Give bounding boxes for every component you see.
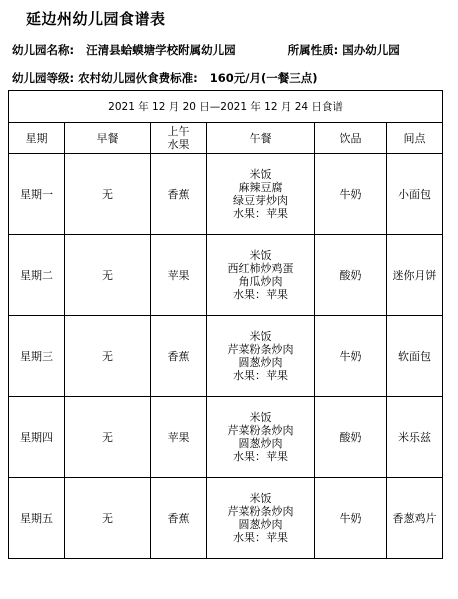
lunch-item: 芹菜粉条炒肉: [227, 505, 294, 518]
breakfast-cell: 无: [65, 397, 151, 478]
header-snack: 间点: [387, 123, 443, 154]
breakfast-cell: 无: [65, 478, 151, 559]
lunch-item: 圆葱炒肉: [238, 518, 283, 531]
drink-cell: 酸奶: [315, 235, 387, 316]
grade-value: 农村幼儿园伙食费标准:: [78, 71, 198, 85]
date-range-row: [9, 91, 443, 123]
header-fruit-line1: 上午: [167, 125, 190, 138]
lunch-item: 米饭: [249, 492, 272, 505]
breakfast-cell: 无: [65, 316, 151, 397]
table-row: [9, 316, 443, 397]
table-row: [9, 154, 443, 235]
snack-cell: 米乐兹: [387, 397, 443, 478]
kindergarten-name-label: 幼儿园名称:: [12, 43, 75, 57]
header-fruit-line2: 水果: [167, 138, 190, 151]
fee-value: 160元/月(一餐三点): [209, 71, 318, 85]
ownership-label: 所属性质:: [287, 43, 339, 57]
lunch-cell: [207, 154, 315, 235]
kindergarten-name-value: 汪清县蛤蟆塘学校附属幼儿园: [86, 43, 236, 57]
lunch-item: 水果：苹果: [233, 531, 288, 544]
lunch-item: 角瓜炒肉: [238, 275, 283, 288]
lunch-item: 米饭: [249, 249, 272, 262]
date-range-text: 2021 年 12 月 20 日—2021 年 12 月 24 日食谱: [108, 100, 343, 113]
grade-label: 幼儿园等级:: [12, 71, 75, 85]
header-lunch: 午餐: [207, 123, 315, 154]
lunch-item: 水果：苹果: [233, 288, 288, 301]
day-cell: 星期二: [9, 235, 65, 316]
lunch-item: 圆葱炒肉: [238, 356, 283, 369]
fruit-cell: 香蕉: [151, 154, 207, 235]
table-row: [9, 397, 443, 478]
lunch-item: 水果：苹果: [233, 369, 288, 382]
info-line-kindergarten: [12, 42, 400, 58]
lunch-item: 水果：苹果: [233, 450, 288, 463]
lunch-item: 圆葱炒肉: [238, 437, 283, 450]
drink-cell: 牛奶: [315, 478, 387, 559]
snack-cell: 小面包: [387, 154, 443, 235]
snack-cell: 香葱鸡片: [387, 478, 443, 559]
header-breakfast: 早餐: [65, 123, 151, 154]
header-drink: 饮品: [315, 123, 387, 154]
date-range-cell: [9, 91, 443, 123]
table-row: [9, 478, 443, 559]
lunch-cell: [207, 316, 315, 397]
day-cell: 星期三: [9, 316, 65, 397]
drink-cell: 牛奶: [315, 316, 387, 397]
lunch-item: 绿豆芽炒肉: [233, 194, 288, 207]
fruit-cell: 苹果: [151, 397, 207, 478]
fruit-cell: 苹果: [151, 235, 207, 316]
breakfast-cell: 无: [65, 154, 151, 235]
drink-cell: 牛奶: [315, 154, 387, 235]
lunch-item: 米饭: [249, 168, 272, 181]
drink-cell: 酸奶: [315, 397, 387, 478]
header-day: 星期: [9, 123, 65, 154]
fruit-cell: 香蕉: [151, 478, 207, 559]
fruit-cell: 香蕉: [151, 316, 207, 397]
header-morning-fruit: [151, 123, 207, 154]
menu-table: [8, 90, 443, 559]
lunch-item: 米饭: [249, 330, 272, 343]
lunch-item: 芹菜粉条炒肉: [227, 343, 294, 356]
day-cell: 星期五: [9, 478, 65, 559]
info-line-grade: [12, 70, 317, 86]
lunch-item: 水果：苹果: [233, 207, 288, 220]
lunch-cell: [207, 397, 315, 478]
lunch-item: 芹菜粉条炒肉: [227, 424, 294, 437]
document-title: 延边州幼儿园食谱表: [26, 10, 166, 28]
header-row: [9, 123, 443, 154]
snack-cell: 迷你月饼: [387, 235, 443, 316]
breakfast-cell: 无: [65, 235, 151, 316]
lunch-item: 西红柿炒鸡蛋: [227, 262, 294, 275]
lunch-cell: [207, 478, 315, 559]
day-cell: 星期一: [9, 154, 65, 235]
ownership-value: 国办幼儿园: [342, 43, 400, 57]
lunch-cell: [207, 235, 315, 316]
lunch-item: 米饭: [249, 411, 272, 424]
lunch-item: 麻辣豆腐: [238, 181, 283, 194]
day-cell: 星期四: [9, 397, 65, 478]
table-row: [9, 235, 443, 316]
snack-cell: 软面包: [387, 316, 443, 397]
